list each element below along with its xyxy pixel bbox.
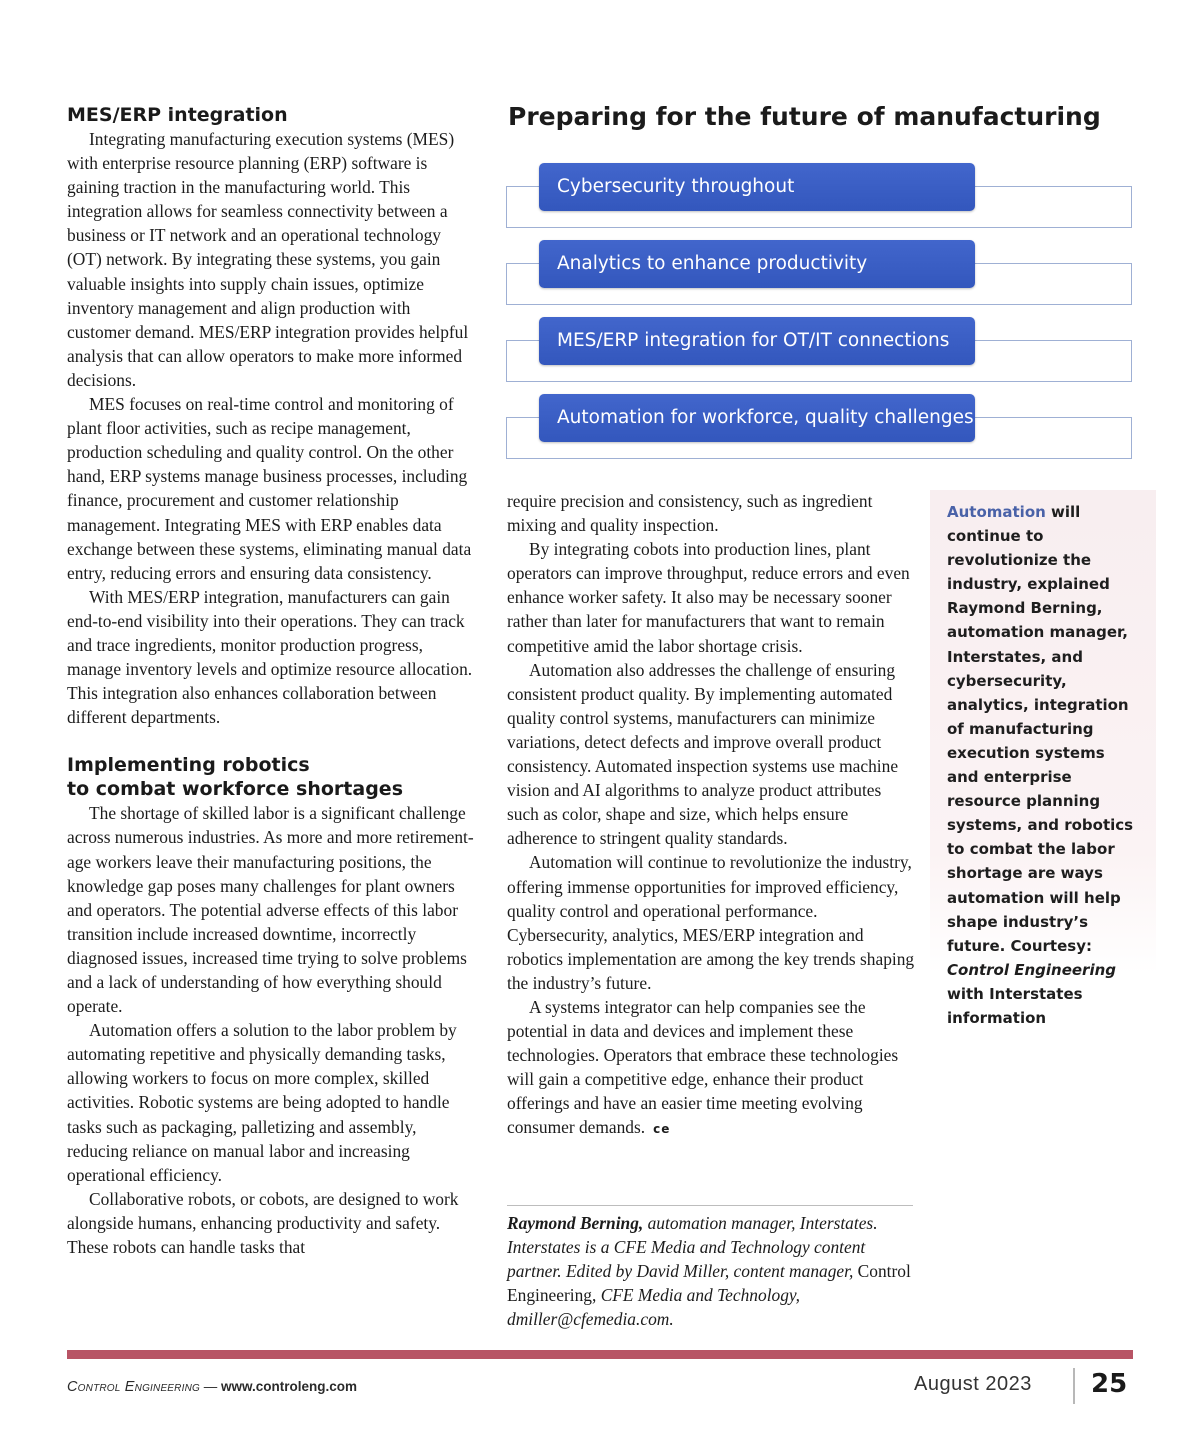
footer-band	[67, 1350, 1133, 1359]
caption-tail: with Interstates information	[947, 984, 1083, 1027]
future-manufacturing-diagram	[505, 100, 1135, 465]
heading-line: to combat workforce shortages	[67, 778, 404, 801]
paragraph: Collaborative robots, or cobots, are designed to work alongside humans, enhancing productivity and safety. These robots can handle tasks that	[67, 1188, 459, 1258]
paragraph: require precision and consistency, such as ingredient mixing and quality inspection.	[507, 491, 873, 536]
section-heading-robotics	[67, 753, 477, 801]
diagram-title: Preparing for the future of manufacturing	[508, 102, 1101, 131]
author-text: automation manager, Interstates. Interstates is a CFE Media and Technology content partner. Edited by David Miller, content manager,	[507, 1213, 878, 1282]
caption-publication: Control Engineering	[947, 960, 1117, 979]
stage-bar-automation: Automation for workforce, quality challenges	[539, 394, 975, 442]
stage-bar-mes-erp: MES/ERP integration for OT/IT connections	[539, 317, 975, 365]
author-text: CFE Media and Technology, dmiller@cfemedia.com.	[507, 1285, 801, 1330]
article-column-left	[67, 103, 477, 1259]
caption-sidebar	[930, 490, 1156, 1027]
author-publication: Control Engineering,	[507, 1261, 911, 1306]
footer-date: August 2023	[914, 1373, 1032, 1395]
paragraph: With MES/ERP integration, manufacturers can gain end-to-end visibility into their operations. They can track and trace ingredients, monitor production progress, manage inventory levels and optimize resource allocation. This integration also enhances collaboration between different departments.	[67, 586, 473, 728]
footer-publication-name: Control Engineering	[67, 1379, 200, 1395]
footer-url: www.controleng.com	[221, 1379, 358, 1394]
caption-accent: Automation	[947, 503, 1046, 521]
stage-bar-analytics: Analytics to enhance productivity	[539, 240, 975, 288]
paragraph: Automation offers a solution to the labor problem by automating repetitive and physically demanding tasks, allowing workers to focus on more complex, skilled activities. Robotic systems are being adopted to handle tasks such as packaging, palletizing and assembly, reducing reliance on manual labor and increasing operational efficiency.	[67, 1020, 457, 1185]
heading-line: Implementing robotics	[67, 754, 310, 777]
paragraph: Automation will continue to revolutionize the industry, offering immense opportunities for improved efficiency, quality control and operational performance. Cybersecurity, analytics, MES/ERP integration and robotics implementation are among the key trends shaping the industry’s future.	[507, 852, 915, 993]
paragraph: The shortage of skilled labor is a significant challenge across numerous industries. As more and more retirement-age workers leave their manufacturing positions, the knowledge gap poses many challenges for plant owners and operators. The potential adverse effects of this labor transition include increased downtime, incorrectly diagnosed issues, increased time trying to solve problems and a lack of understanding of how everything should operate.	[67, 803, 474, 1017]
footer-divider	[1073, 1368, 1075, 1404]
paragraph	[507, 995, 917, 1142]
stage-bar-cybersecurity: Cybersecurity throughout	[539, 163, 975, 211]
article-column-middle	[507, 489, 917, 1142]
paragraph-text: A systems integrator can help companies see the potential in data and devices and implement these technologies. Operators that embrace these technologies will gain a competitive edge, enhance their product offerings and have an easier time meeting evolving consumer demands.	[507, 996, 899, 1138]
author-name: Raymond Berning,	[507, 1213, 644, 1233]
paragraph: Automation also addresses the challenge of ensuring consistent product quality. By implementing automated quality control systems, manufacturers can minimize variations, detect defects and improve overall product consistency. Automated inspection systems use machine vision and AI algorithms to analyze product attributes such as color, shape and size, which helps ensure adherence to stringent quality standards.	[507, 659, 899, 849]
page-number: 25	[1091, 1369, 1128, 1399]
author-bio	[507, 1211, 917, 1331]
footer-separator: —	[199, 1379, 221, 1394]
end-mark: ce	[653, 1122, 671, 1137]
section-heading-mes-erp: MES/ERP integration	[67, 104, 288, 126]
paragraph: By integrating cobots into production lines, plant operators can improve throughput, reduce errors and even enhance worker safety. It also may be necessary sooner rather than later for manufacturers that want to remain competitive amid the labor shortage crisis.	[507, 539, 910, 656]
author-divider	[507, 1205, 913, 1206]
paragraph: MES focuses on real-time control and monitoring of plant floor activities, such as recipe management, production scheduling and quality control. On the other hand, ERP systems manage business processes, including finance, procurement and customer relationship management. Integrating MES with ERP enables data exchange between these systems, eliminating manual data entry, reducing errors and ensuring data consistency.	[67, 394, 472, 583]
caption-text: will continue to revolutionize the industry, explained Raymond Berning, automation manager, Interstates, and cybersecurity, analytics, integration of manufacturing execution systems and enterprise resource planning systems, and robotics to combat the labor shortage are ways automation will help shape industry’s future. Courtesy:	[947, 503, 1134, 955]
footer-publication	[67, 1379, 357, 1395]
paragraph: Integrating manufacturing execution systems (MES) with enterprise resource planning (ERP) software is gaining traction in the manufacturing world. This integration allows for seamless connectivity between a business or IT network and an operational technology (OT) network. By integrating these systems, you gain valuable insights into supply chain issues, optimize inventory management and align production with customer demand. MES/ERP integration provides helpful analysis that can allow operators to make more informed decisions.	[67, 129, 469, 390]
